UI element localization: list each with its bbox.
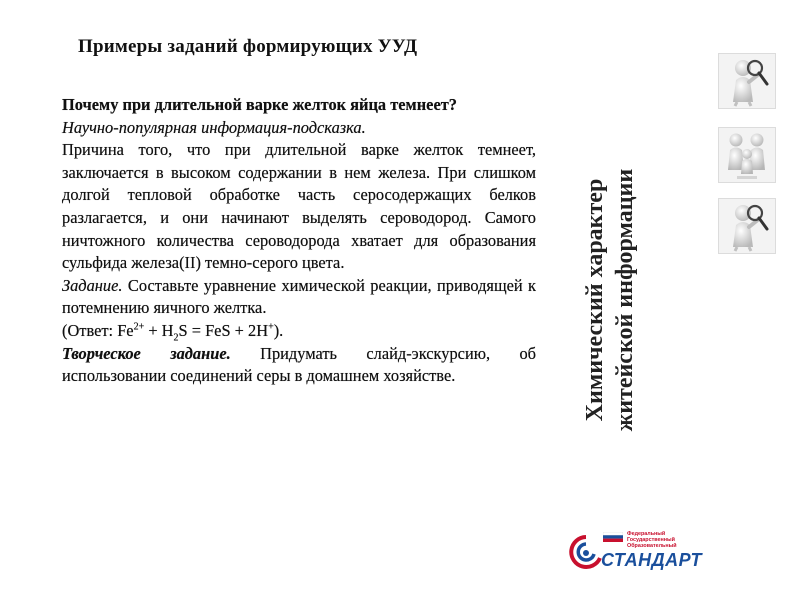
creative-label: Творческое задание. [62,343,231,363]
logo-word: СТАНДАРТ [601,550,702,570]
question-text: Почему при длительной варке желток яйца темнеет? [62,95,457,114]
standard-emblem-icon [569,534,603,574]
hint-label-text: Научно-популярная информация-подсказка. [62,117,366,137]
magnifier-figure-icon [718,53,776,109]
magnifier-figure-icon [718,198,776,254]
answer-mid1: + H [144,320,174,340]
logo-line1: Федеральный [627,531,666,537]
task-body: Составьте уравнение химической реакции, приводящей к потемнению яичного желтка. [62,275,536,318]
creative-body: Придумать слайд-экскурсию, об использовании соединений серы в домашнем хозяйстве. [62,343,536,386]
answer-fe-charge: 2+ [133,321,145,333]
logo-caption [627,531,699,549]
hint-label [62,117,536,140]
answer-open: (Ответ: Fe [62,320,134,340]
creative-paragraph [62,343,536,388]
flag-icon [603,532,623,542]
vertical-caption-line1: Химический характер [582,178,608,422]
slide-title: Примеры заданий формирующих УУД [78,36,418,57]
task-paragraph [62,275,536,320]
question-paragraph [62,94,536,117]
fgos-standard-logo [569,528,702,576]
family-figures-icon [718,127,776,183]
vertical-caption-line2: житейской информации [612,168,638,432]
answer-h2s-index: 2 [173,332,179,344]
answer-mid2: S = FeS + 2H [178,320,269,340]
hint-body: Причина того, что при длительной варке желток темнеет, заключается в высоком содержании в нем железа. При слишком долгой тепловой обработке часть серосодержащих белков разлагается, и они начинают выделять сероводород. Самого ничтожного количества сероводорода хватает для образования сульфида железа(II) темно-серого цвета. [62,140,536,273]
vertical-caption [580,90,660,510]
task-text-block [62,94,536,388]
task-label: Задание. [62,275,123,295]
answer-h-charge: + [268,321,274,333]
answer-line [62,320,536,343]
logo-line2: Государственный [627,537,675,543]
logo-line3: Образовательный [627,543,677,549]
answer-close: ). [273,320,284,340]
